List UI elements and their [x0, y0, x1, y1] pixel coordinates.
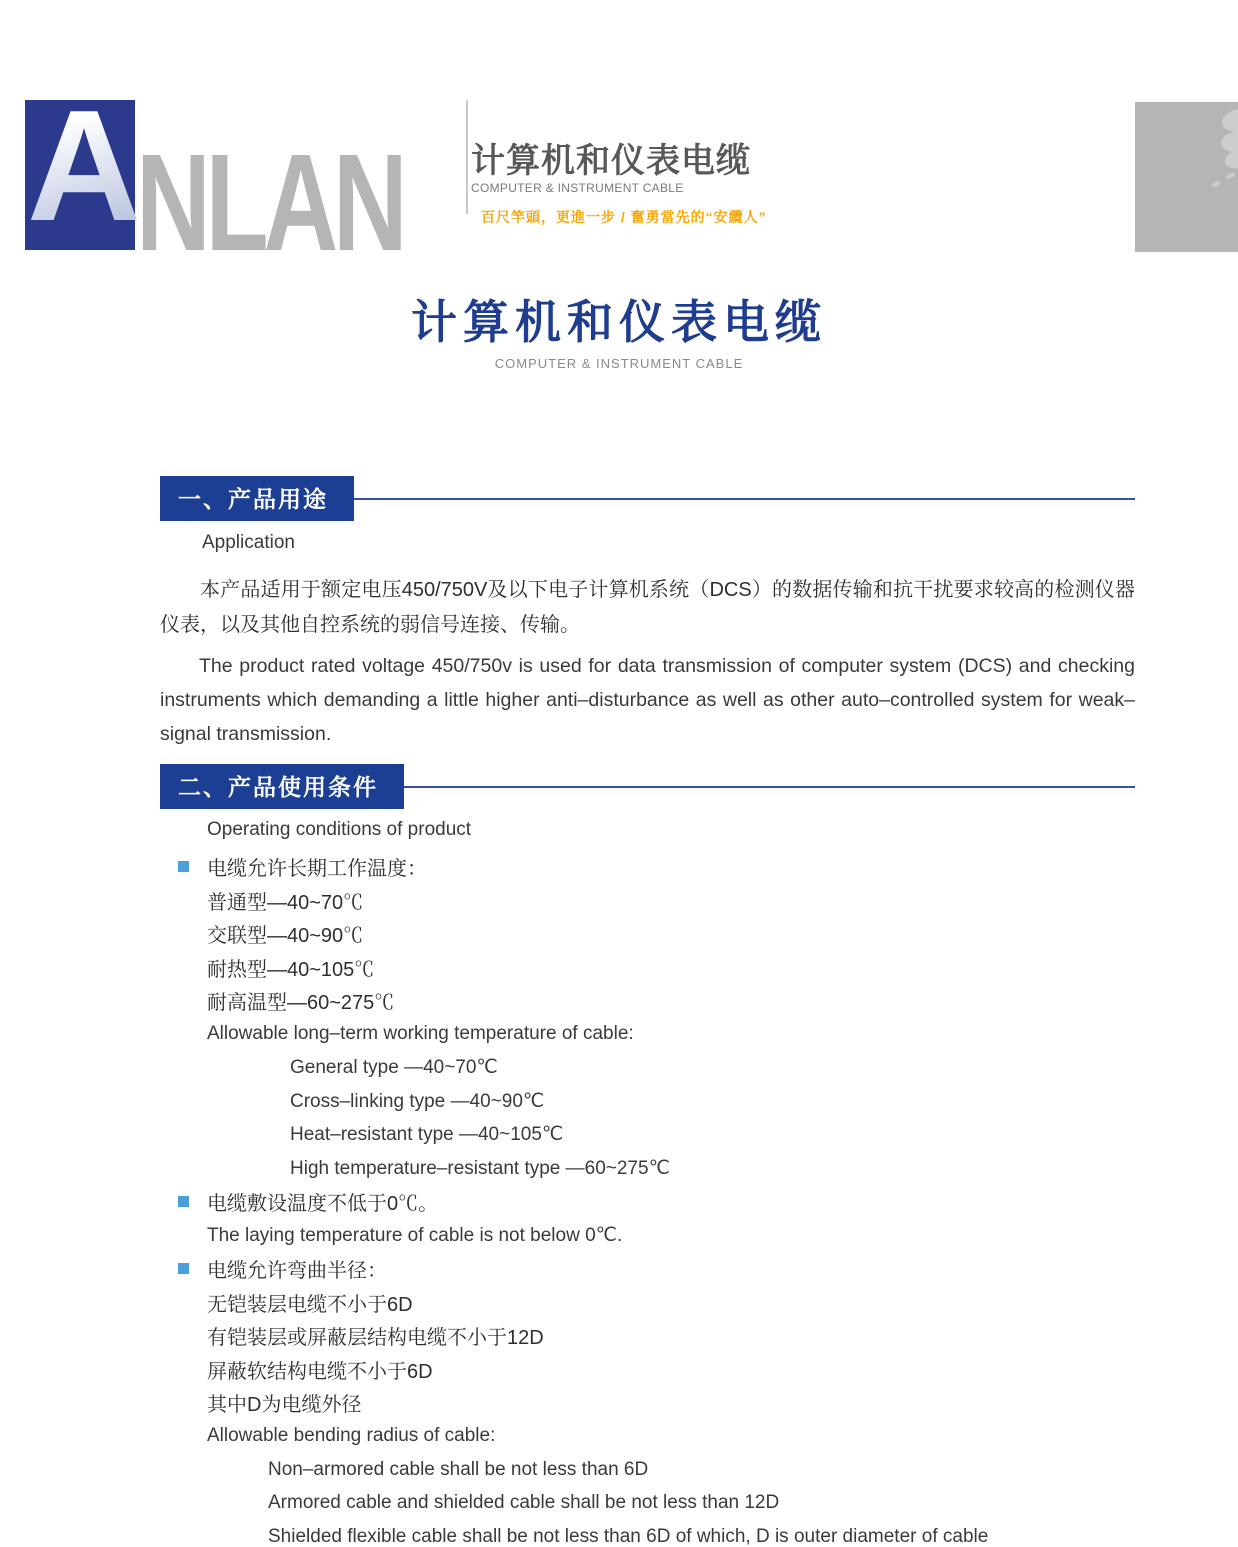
condition-line	[160, 1520, 1135, 1547]
condition-text: 其中D为电缆外径	[207, 1394, 362, 1417]
condition-line	[160, 951, 1135, 985]
header-product-block	[471, 142, 891, 227]
section-1-heading-rule	[354, 498, 1135, 500]
condition-line	[160, 1386, 1135, 1420]
condition-bullet-item	[160, 1252, 1135, 1286]
condition-line	[160, 1353, 1135, 1387]
bullet-square-icon	[178, 1196, 189, 1207]
content-column	[160, 476, 1135, 1547]
header-product-title-en: COMPUTER & INSTRUMENT CABLE	[471, 181, 684, 195]
condition-text: 耐热型—40~105℃	[207, 958, 375, 981]
condition-text: Cross–linking type —40~90℃	[290, 1090, 545, 1112]
condition-text: High temperature–resistant type —60~275℃	[290, 1157, 670, 1179]
condition-line	[160, 1085, 1135, 1119]
condition-text: 电缆敷设温度不低于0℃。	[207, 1193, 439, 1216]
condition-text: Allowable long–term working temperature of cable:	[207, 1023, 634, 1045]
condition-line	[160, 1051, 1135, 1085]
bullet-square-icon	[178, 861, 189, 872]
condition-text: 交联型—40~90℃	[207, 925, 364, 948]
condition-line	[160, 1018, 1135, 1052]
header-product-title-cn: 计算机和仪表电缆	[471, 142, 751, 180]
header-divider	[466, 100, 468, 214]
header-slogan: 百尺竿頭，更進一步 / 奮勇當先的“安纜人”	[481, 209, 767, 225]
condition-text: 无铠装层电缆不小于6D	[207, 1293, 413, 1316]
page-subtitle: COMPUTER & INSTRUMENT CABLE	[494, 356, 744, 371]
bullet-square-icon	[178, 1263, 189, 1274]
logo-letter-a: A	[21, 84, 147, 249]
condition-text: Allowable bending radius of cable:	[207, 1425, 496, 1447]
condition-text: 耐高温型—60~275℃	[207, 992, 395, 1015]
section-1-subheading: Application	[202, 532, 295, 553]
condition-text: Non–armored cable shall be not less than 6D	[268, 1458, 649, 1480]
section-2-subheading: Operating conditions of product	[207, 819, 472, 840]
section-1-heading-box: 一、产品用途	[160, 476, 354, 521]
anlan-logo	[25, 78, 142, 254]
application-paragraph-cn: 本产品适用于额定电压450/750V及以下电子计算机系统（DCS）的数据传输和抗干扰要求较高的检测仪器仪表，以及其他自控系统的弱信号连接、传输。	[160, 579, 1135, 636]
logo-letters-nlan: NLAN	[136, 126, 403, 280]
section-2-heading-box: 二、产品使用条件	[160, 764, 404, 809]
condition-text: The laying temperature of cable is not below 0℃.	[207, 1224, 623, 1246]
condition-line	[160, 1219, 1135, 1253]
condition-line	[160, 1319, 1135, 1353]
page-title: 计算机和仪表电缆	[411, 296, 827, 348]
page-title-block	[0, 296, 1238, 371]
condition-line	[160, 1420, 1135, 1454]
condition-text: 电缆允许弯曲半径：	[207, 1260, 387, 1283]
section-2-heading-rule	[404, 786, 1135, 788]
condition-line	[160, 884, 1135, 918]
application-paragraph-en: The product rated voltage 450/750v is used for data transmission of computer system (DCS) and checking instruments which demanding a little higher anti–disturbance as well as other auto–controlled system for weak–signal transmission.	[160, 655, 1135, 745]
condition-text: 屏蔽软结构电缆不小于6D	[207, 1360, 433, 1383]
section-1-heading	[160, 476, 1135, 521]
condition-text: Shielded flexible cable shall be not less than 6D of which, D is outer diameter of cable	[268, 1525, 989, 1547]
leaf-icon	[1176, 108, 1238, 228]
condition-line	[160, 1118, 1135, 1152]
condition-line	[160, 1453, 1135, 1487]
condition-line	[160, 1286, 1135, 1320]
condition-text: Armored cable and shielded cable shall be not less than 12D	[268, 1492, 780, 1514]
condition-line	[160, 917, 1135, 951]
condition-text: General type —40~70℃	[290, 1057, 498, 1079]
condition-text: 普通型—40~70℃	[207, 891, 364, 914]
condition-bullet-item	[160, 850, 1135, 884]
condition-text: 电缆允许长期工作温度：	[207, 858, 427, 881]
corner-decoration	[1135, 102, 1238, 252]
conditions-list	[160, 850, 1135, 1547]
condition-bullet-item	[160, 1185, 1135, 1219]
condition-line	[160, 1487, 1135, 1521]
section-2-heading	[160, 764, 1135, 809]
condition-text: 有铠装层或屏蔽层结构电缆不小于12D	[207, 1327, 544, 1350]
condition-line	[160, 984, 1135, 1018]
condition-text: Heat–resistant type —40~105℃	[290, 1124, 564, 1146]
condition-line	[160, 1152, 1135, 1186]
